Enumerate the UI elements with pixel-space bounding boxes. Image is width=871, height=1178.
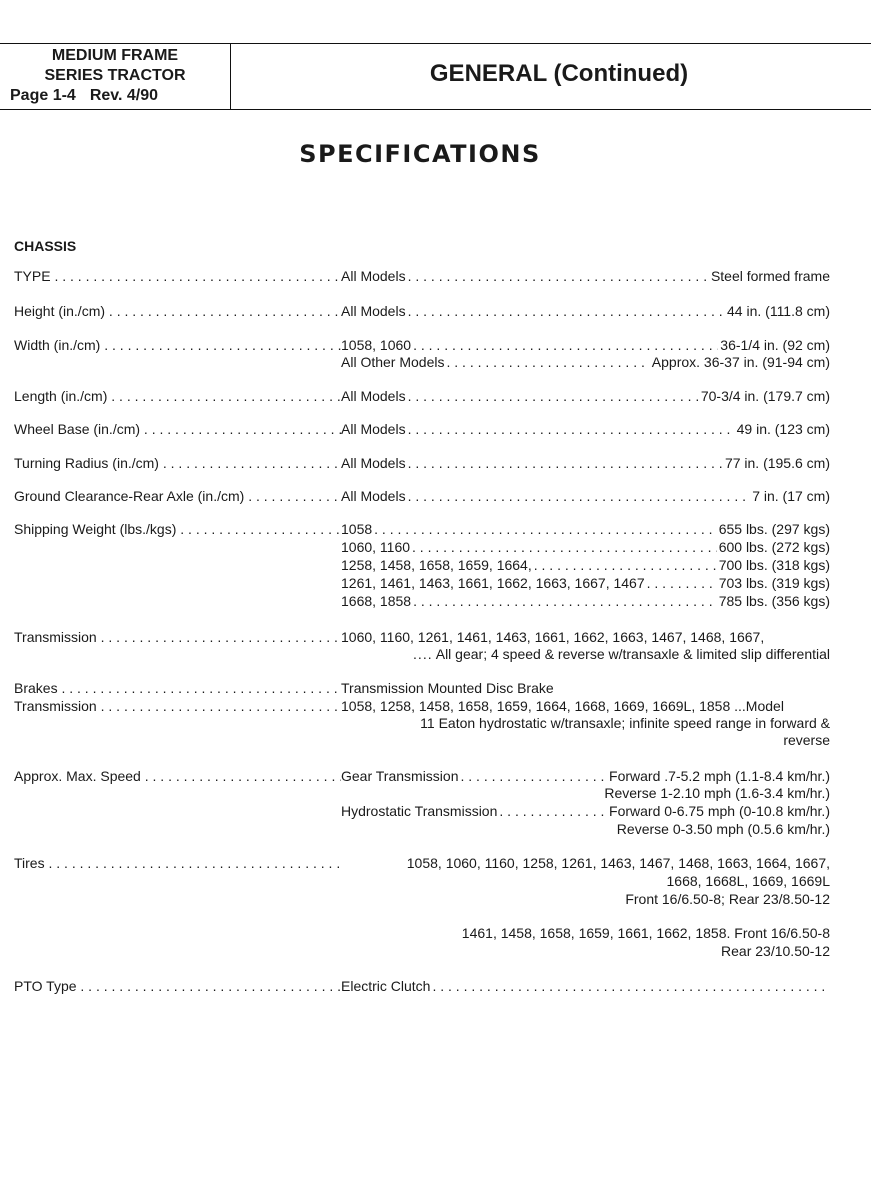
spec-model: 1058, 1060 <box>341 337 412 353</box>
spec-model: 1258, 1458, 1658, 1659, 1664, <box>341 557 532 573</box>
spec-value: Reverse 1-2.10 mph (1.6-3.4 km/hr.) <box>604 785 830 801</box>
leader-dots <box>647 575 717 593</box>
spec-label: Shipping Weight (lbs./kgs) . . . <box>14 521 341 539</box>
leader-dots <box>413 337 718 355</box>
spec-value: 785 lbs. (356 kgs) <box>718 593 830 609</box>
spec-value: 36-1/4 in. (92 cm) <box>720 337 830 353</box>
page-header <box>0 43 871 110</box>
spec-value-line <box>341 593 830 611</box>
spec-value: 655 lbs. (297 kgs) <box>718 521 830 537</box>
section-title-chassis: CHASSIS <box>14 238 77 254</box>
tires-group1-sizes: Front 16/6.50-8; Rear 23/8.50-12 <box>625 891 830 907</box>
spec-value: 600 lbs. (272 kgs) <box>718 539 830 555</box>
spec-models-line: 1060, 1160, 1261, 1461, 1463, 1661, 1662, 1663, 1467, 1468, 1667, <box>341 629 765 645</box>
spec-model: All Models <box>341 455 406 471</box>
spec-description-line: reverse <box>783 732 830 748</box>
leader-dots <box>408 455 723 473</box>
spec-value-line <box>341 575 830 593</box>
spec-value: 703 lbs. (319 kgs) <box>718 575 830 591</box>
spec-label: Brakes . . . <box>14 680 341 698</box>
spec-value-line <box>341 557 830 575</box>
spec-label: Transmission . . . <box>14 698 341 716</box>
leader-dots <box>534 557 717 575</box>
spec-label: PTO Type . . . <box>14 978 341 996</box>
spec-label: Height (in./cm) . . . <box>14 303 341 321</box>
header-manual-info <box>0 44 231 109</box>
leader-dots <box>412 539 717 557</box>
header-section-title: GENERAL (Continued) <box>429 60 689 87</box>
spec-value: Reverse 0-3.50 mph (0.5.6 km/hr.) <box>616 821 830 837</box>
leader-dots <box>446 354 649 372</box>
spec-model: All Models <box>341 488 406 504</box>
spec-model: Electric Clutch <box>341 978 431 994</box>
spec-value-line <box>341 337 830 355</box>
spec-label: Wheel Base (in./cm) . . . <box>14 421 341 439</box>
spec-description: All gear; 4 speed & reverse w/transaxle & limited slip differential <box>435 646 830 662</box>
header-manual-line2: SERIES TRACTOR <box>44 67 186 84</box>
spec-label: Width (in./cm) . . . <box>14 337 341 355</box>
spec-model: All Models <box>341 421 406 437</box>
spec-value: Transmission Mounted Disc Brake <box>341 680 554 696</box>
spec-value: 700 lbs. (318 kgs) <box>718 557 830 573</box>
tires-group1-models: 1058, 1060, 1160, 1258, 1261, 1463, 1467, 1468, 1663, 1664, 1667, <box>406 855 830 871</box>
spec-description-line <box>341 646 830 664</box>
spec-models-line: 1058, 1258, 1458, 1658, 1659, 1664, 1668, 1669, 1669L, 1858 ...Model <box>341 698 784 714</box>
spec-value-line <box>341 421 830 439</box>
spec-label: Approx. Max. Speed . . . <box>14 768 341 786</box>
spec-value-line <box>341 303 830 321</box>
tires-group2-models: 1461, 1458, 1658, 1659, 1661, 1662, 1858. Front 16/6.50-8 <box>461 925 830 941</box>
spec-model: All Models <box>341 303 406 319</box>
header-page-number: Page 1-4 <box>10 87 76 104</box>
leader-dots <box>460 768 607 786</box>
spec-model: All Models <box>341 268 406 284</box>
spec-value: Forward .7-5.2 mph (1.1-8.4 km/hr.) <box>609 768 830 784</box>
spec-value-line <box>341 521 830 539</box>
spec-model: All Other Models <box>341 354 445 370</box>
spec-value: Approx. 36-37 in. (91-94 cm) <box>651 354 830 370</box>
spec-label: TYPE . . . <box>14 268 341 286</box>
spec-label: Ground Clearance-Rear Axle (in./cm) . . . <box>14 488 341 506</box>
spec-value-line <box>341 768 830 786</box>
spec-description-line: 11 Eaton hydrostatic w/transaxle; infinite speed range in forward & <box>420 715 830 731</box>
tires-group2-sizes: Rear 23/10.50-12 <box>721 943 830 959</box>
spec-value-line <box>341 455 830 473</box>
spec-model: All Models <box>341 388 406 404</box>
leader-dots <box>432 978 828 996</box>
spec-value: 70-3/4 in. (179.7 cm) <box>700 388 830 404</box>
spec-value-line <box>341 488 830 506</box>
spec-label: Tires . . . <box>14 855 344 873</box>
page-title: SPECIFICATIONS <box>299 140 541 168</box>
spec-value: 44 in. (111.8 cm) <box>727 303 830 319</box>
spec-value: Steel formed frame <box>710 268 830 284</box>
leader-dots <box>408 421 735 439</box>
spec-value: 7 in. (17 cm) <box>752 488 830 504</box>
leader-dots <box>408 488 751 506</box>
header-revision: Rev. 4/90 <box>89 87 159 104</box>
spec-value: 77 in. (195.6 cm) <box>724 455 830 471</box>
header-manual-line1: MEDIUM FRAME <box>51 47 179 64</box>
leader-dots <box>374 521 717 539</box>
spec-label: Transmission . . . <box>14 629 341 647</box>
spec-value: 49 in. (123 cm) <box>736 421 830 437</box>
spec-value-line <box>341 978 830 996</box>
spec-value-line <box>341 539 830 557</box>
leader-dots <box>408 303 725 321</box>
spec-value-line <box>341 268 830 286</box>
spec-model: 1261, 1461, 1463, 1661, 1662, 1663, 1667, 1467 <box>341 575 645 591</box>
spec-value-line <box>341 803 830 821</box>
spec-model: 1058 <box>341 521 373 537</box>
spec-model: Gear Transmission <box>341 768 459 784</box>
spec-model: Hydrostatic Transmission <box>341 803 498 819</box>
leader-dots <box>408 388 699 406</box>
spec-label: Turning Radius (in./cm) . . . <box>14 455 341 473</box>
spec-model: 1060, 1160 <box>341 539 411 555</box>
leader-dots <box>499 803 607 821</box>
leader-dots <box>408 268 709 286</box>
spec-value: Forward 0-6.75 mph (0-10.8 km/hr.) <box>609 803 830 819</box>
leader-dots: .... <box>413 646 433 662</box>
spec-model: 1668, 1858 <box>341 593 412 609</box>
leader-dots <box>413 593 717 611</box>
spec-value-line <box>341 388 830 406</box>
spec-value-line <box>341 354 830 372</box>
tires-group1-models-cont: 1668, 1668L, 1669, 1669L <box>666 873 830 889</box>
spec-label: Length (in./cm) . . . <box>14 388 341 406</box>
header-page-revision <box>0 86 230 106</box>
